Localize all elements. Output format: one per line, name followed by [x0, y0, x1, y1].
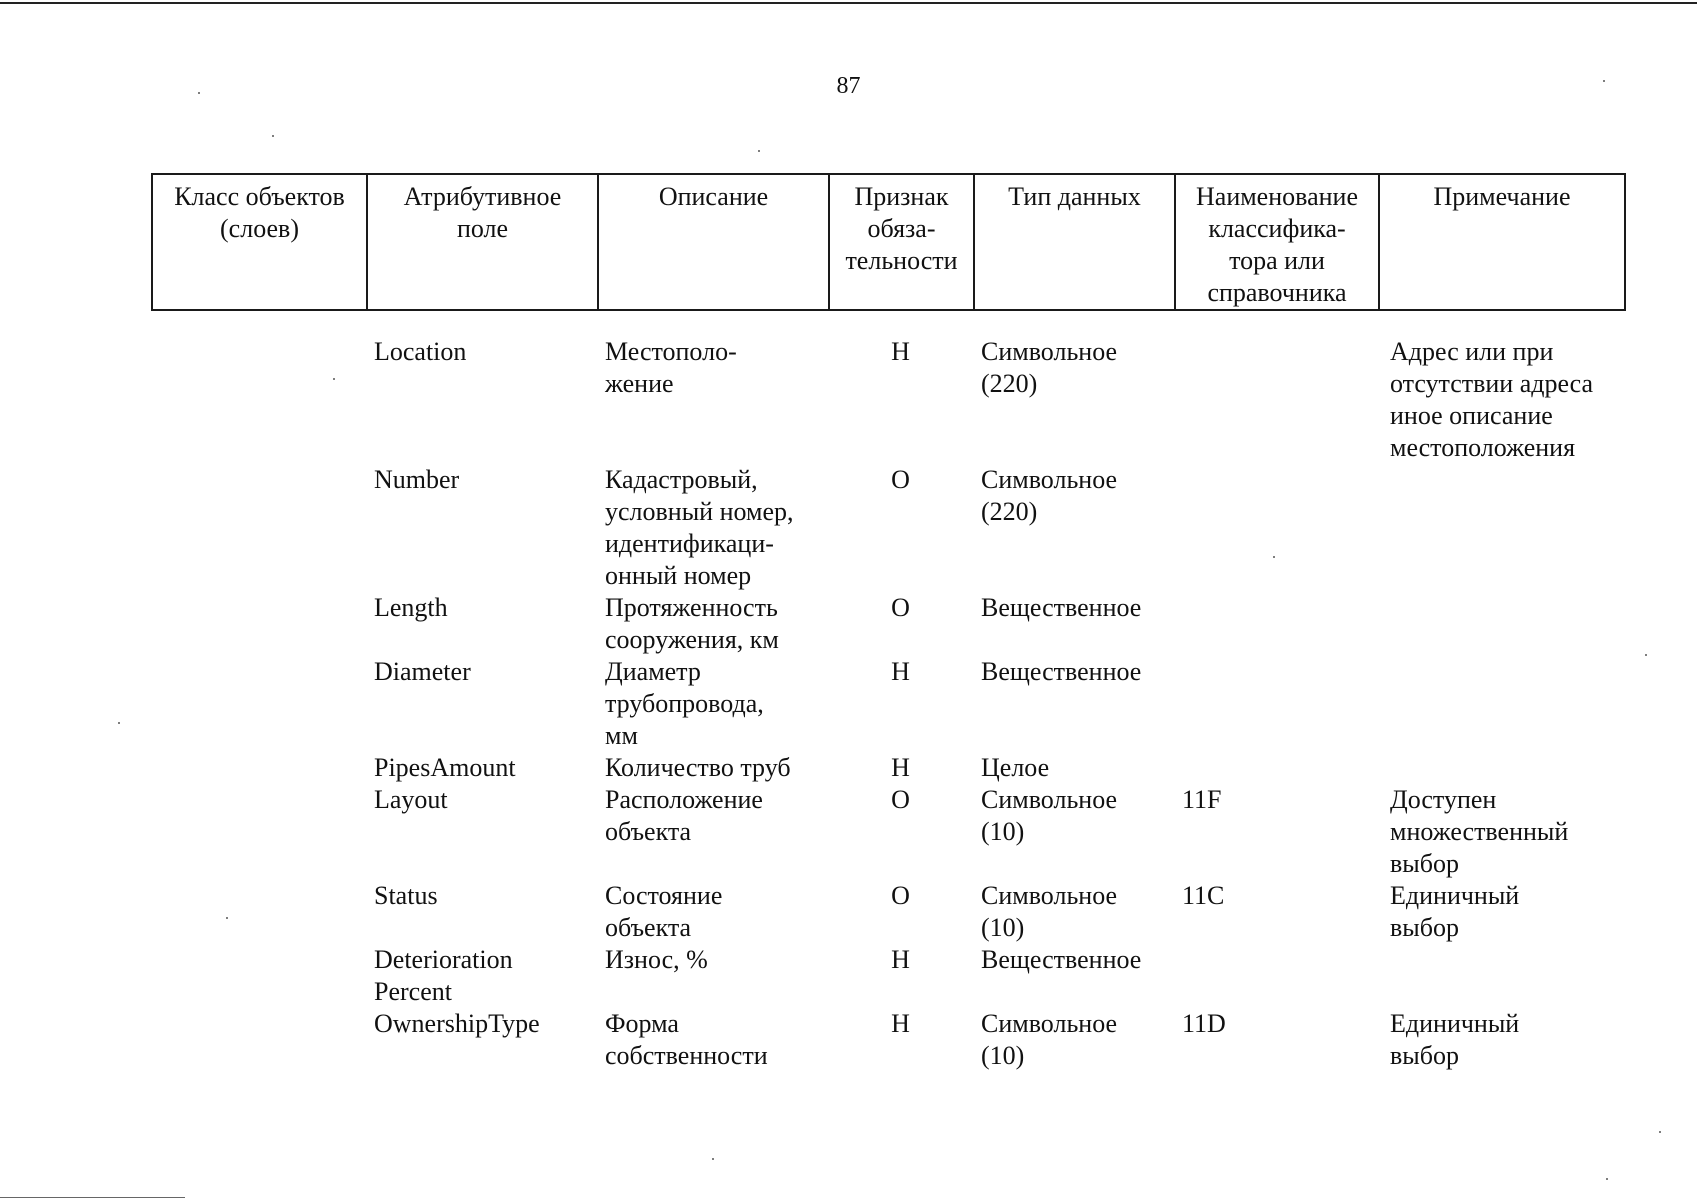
- cell-data-type: Вещественное: [981, 945, 1142, 974]
- cell-note: Единичный выбор: [1390, 1009, 1520, 1070]
- cell-description: Диаметр трубопровода, мм: [605, 657, 764, 750]
- table-row: [151, 464, 1624, 592]
- cell-required: Н: [891, 753, 910, 782]
- cell-field: OwnershipType: [374, 1009, 540, 1038]
- cell-class: [151, 944, 366, 1008]
- cell-field: Number: [374, 465, 460, 494]
- table-row: [151, 784, 1624, 880]
- page-number: 87: [836, 73, 861, 99]
- cell-note: Единичный выбор: [1390, 881, 1520, 942]
- cell-class: [151, 592, 366, 656]
- header-cell-note: Примечание: [1379, 174, 1625, 310]
- table-row: [151, 592, 1624, 656]
- cell-classifier: 11D: [1182, 1009, 1226, 1038]
- cell-classifier: [1174, 752, 1378, 784]
- attribute-table-header: [151, 173, 1626, 311]
- cell-note: Доступен множественный выбор: [1390, 785, 1569, 878]
- table-row: [151, 1008, 1624, 1078]
- table-row: [151, 944, 1624, 1008]
- table-row: [151, 336, 1624, 464]
- header-cell-description: Описание: [598, 174, 829, 310]
- cell-data-type: Вещественное: [981, 593, 1142, 622]
- page-bottom-rule: [0, 1197, 185, 1198]
- cell-description: Протяженность сооружения, км: [605, 593, 779, 654]
- cell-required: О: [891, 785, 910, 814]
- page-top-rule: [0, 2, 1697, 4]
- header-cell-field: Атрибутивное поле: [367, 174, 598, 310]
- cell-field: PipesAmount: [374, 753, 516, 782]
- scan-speck: [333, 378, 335, 380]
- cell-class: [151, 880, 366, 944]
- scan-speck: [1645, 654, 1647, 656]
- cell-field: Length: [374, 593, 448, 622]
- scan-speck: [712, 1158, 714, 1160]
- cell-class: [151, 464, 366, 592]
- cell-data-type: Символьное (220): [981, 337, 1118, 398]
- cell-required: О: [891, 593, 910, 622]
- cell-class: [151, 336, 366, 464]
- cell-data-type: Символьное (10): [981, 785, 1118, 846]
- cell-description: Местополо- жение: [605, 337, 737, 398]
- header-cell-data-type: Тип данных: [974, 174, 1175, 310]
- cell-classifier: [1174, 944, 1378, 1008]
- cell-class: [151, 656, 366, 752]
- cell-class: [151, 784, 366, 880]
- cell-required: Н: [891, 657, 910, 686]
- cell-description: Состояние объекта: [605, 881, 723, 942]
- table-row: [151, 656, 1624, 752]
- scan-speck: [272, 135, 274, 137]
- cell-required: Н: [891, 945, 910, 974]
- cell-description: Количество труб: [605, 753, 791, 782]
- scan-speck: [198, 92, 200, 94]
- scan-speck: [226, 917, 228, 919]
- header-row: [152, 174, 1625, 310]
- cell-data-type: Символьное (10): [981, 881, 1118, 942]
- cell-note: [1378, 752, 1624, 784]
- cell-classifier: [1174, 464, 1378, 592]
- cell-classifier: [1174, 656, 1378, 752]
- scan-speck: [1606, 1178, 1608, 1180]
- scan-speck: [1273, 556, 1275, 558]
- cell-note: [1378, 656, 1624, 752]
- cell-classifier: 11C: [1182, 881, 1225, 910]
- scan-speck: [1603, 80, 1605, 82]
- cell-note: [1378, 464, 1624, 592]
- cell-description: Износ, %: [605, 945, 708, 974]
- cell-data-type: Символьное (10): [981, 1009, 1118, 1070]
- cell-description: Форма собственности: [605, 1009, 768, 1070]
- cell-note: [1378, 944, 1624, 1008]
- header-cell-required: Признак обяза- тельности: [829, 174, 974, 310]
- cell-data-type: Вещественное: [981, 657, 1142, 686]
- scan-speck: [1659, 1131, 1661, 1133]
- attribute-rows: [151, 336, 1624, 1078]
- cell-data-type: Целое: [981, 753, 1050, 782]
- cell-required: О: [891, 881, 910, 910]
- cell-field: Layout: [374, 785, 448, 814]
- cell-field: Diameter: [374, 657, 471, 686]
- table-row: [151, 880, 1624, 944]
- cell-required: О: [891, 465, 910, 494]
- cell-classifier: [1174, 592, 1378, 656]
- cell-note: [1378, 592, 1624, 656]
- cell-classifier: [1174, 336, 1378, 464]
- cell-field: Deterioration Percent: [374, 945, 513, 1006]
- cell-field: Location: [374, 337, 467, 366]
- scan-speck: [118, 722, 120, 724]
- header-cell-classifier: Наименование классифика- тора или справочника: [1175, 174, 1379, 310]
- cell-description: Кадастровый, условный номер, идентификаци- онный номер: [605, 465, 794, 590]
- table-row: [151, 752, 1624, 784]
- cell-required: Н: [891, 337, 910, 366]
- cell-description: Расположение объекта: [605, 785, 763, 846]
- cell-data-type: Символьное (220): [981, 465, 1118, 526]
- attribute-table-body: [151, 336, 1624, 1078]
- cell-class: [151, 1008, 366, 1078]
- cell-note: Адрес или при отсутствии адреса иное описание местоположения: [1390, 337, 1594, 462]
- cell-field: Status: [374, 881, 438, 910]
- header-cell-class: Класс объектов (слоев): [152, 174, 367, 310]
- cell-required: Н: [891, 1009, 910, 1038]
- cell-class: [151, 752, 366, 784]
- cell-classifier: 11F: [1182, 785, 1222, 814]
- scan-speck: [758, 150, 760, 152]
